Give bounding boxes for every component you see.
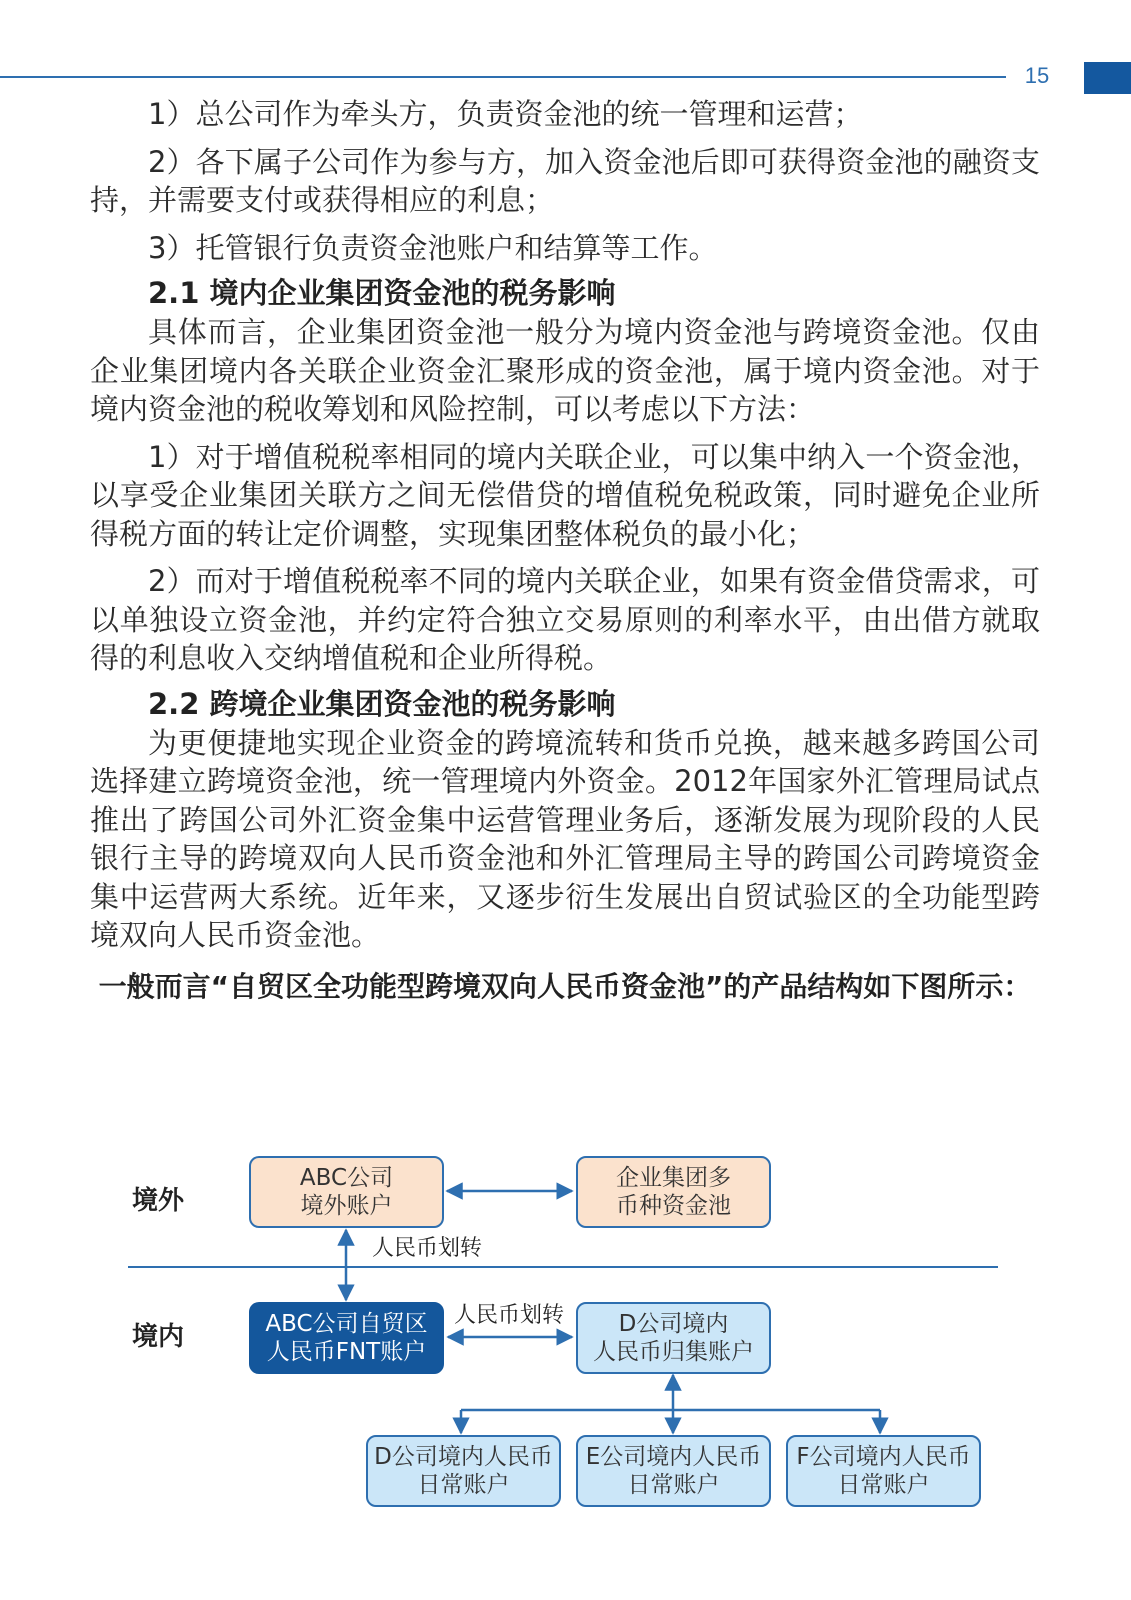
node-abc-ftz-fnt-account — [249, 1302, 444, 1374]
paragraph: 为更便捷地实现企业资金的跨境流转和货币兑换，越来越多跨国公司选择建立跨境资金池，统一管理境内外资金。2012年国家外汇管理局试点推出了跨国公司外汇资金集中运营管理业务后，逐渐发展为现阶段的人民银行主导的跨境双向人民币资金池和外汇管理局主导的跨国公司跨境资金集中运营两大系统。近年来，又逐步衍生发展出自贸试验区的全功能型跨境双向人民币资金池。 — [90, 725, 1040, 952]
paragraph: 1）总公司作为牵头方，负责资金池的统一管理和运营； — [148, 97, 863, 131]
node-line: 日常账户 — [627, 1472, 720, 1498]
node-e-daily-account — [576, 1435, 771, 1507]
node-line: 人民币FNT账户 — [266, 1339, 427, 1365]
section-heading: 2.1 境内企业集团资金池的税务影响 — [148, 276, 616, 310]
node-f-daily-account — [786, 1435, 981, 1507]
node-line: 境外账户 — [300, 1193, 393, 1219]
section-heading: 2.2 跨境企业集团资金池的税务影响 — [148, 686, 616, 721]
node-abc-offshore-account — [249, 1156, 444, 1228]
paragraph: 具体而言，企业集团资金池一般分为境内资金池与跨境资金池。仅由企业集团境内各关联企业资金汇聚形成的资金池，属于境内资金池。对于境内资金池的税收筹划和风险控制，可以考虑以下方法： — [90, 315, 1040, 426]
zone-offshore-label: 境外 — [132, 1186, 185, 1216]
node-line: F公司境内人民币 — [796, 1444, 971, 1470]
node-line: 企业集团多 — [616, 1165, 731, 1191]
node-line: 币种资金池 — [616, 1193, 731, 1219]
node-line: 日常账户 — [837, 1472, 930, 1498]
node-line: D公司境内人民币 — [374, 1444, 553, 1470]
zone-onshore-label: 境内 — [132, 1322, 185, 1352]
zone-divider — [128, 1266, 998, 1268]
figure-caption: 一般而言“自贸区全功能型跨境双向人民币资金池”的产品结构如下图所示： — [98, 969, 1032, 1003]
paragraph: 2）各下属子公司作为参与方，加入资金池后即可获得资金池的融资支持，并需要支付或获得相应的利息； — [90, 144, 1040, 217]
flow-label-vertical: 人民币划转 — [372, 1236, 483, 1261]
node-group-multicurrency-pool — [576, 1156, 771, 1228]
node-line: ABC公司自贸区 — [265, 1311, 428, 1337]
node-line: E公司境内人民币 — [585, 1444, 762, 1470]
node-line: 日常账户 — [417, 1472, 510, 1498]
node-line: D公司境内 — [618, 1311, 729, 1337]
node-d-collection-account — [576, 1302, 771, 1374]
page-number: 15 — [1024, 63, 1050, 88]
node-d-daily-account — [366, 1435, 561, 1507]
paragraph: 3）托管银行负责资金池账户和结算等工作。 — [148, 230, 718, 265]
paragraph: 2）而对于增值税税率不同的境内关联企业，如果有资金借贷需求，可以单独设立资金池，并约定符合独立交易原则的利率水平，由出借方就取得的利息收入交纳增值税和企业所得税。 — [90, 564, 1040, 675]
node-line: 人民币归集账户 — [593, 1339, 754, 1365]
flow-label-horizontal: 人民币划转 — [454, 1303, 565, 1328]
node-line: ABC公司 — [299, 1165, 394, 1191]
paragraph: 1）对于增值税税率相同的境内关联企业，可以集中纳入一个资金池，以享受企业集团关联方之间无偿借贷的增值税免税政策，同时避免企业所得税方面的转让定价调整，实现集团整体税负的最小化； — [90, 439, 1040, 551]
